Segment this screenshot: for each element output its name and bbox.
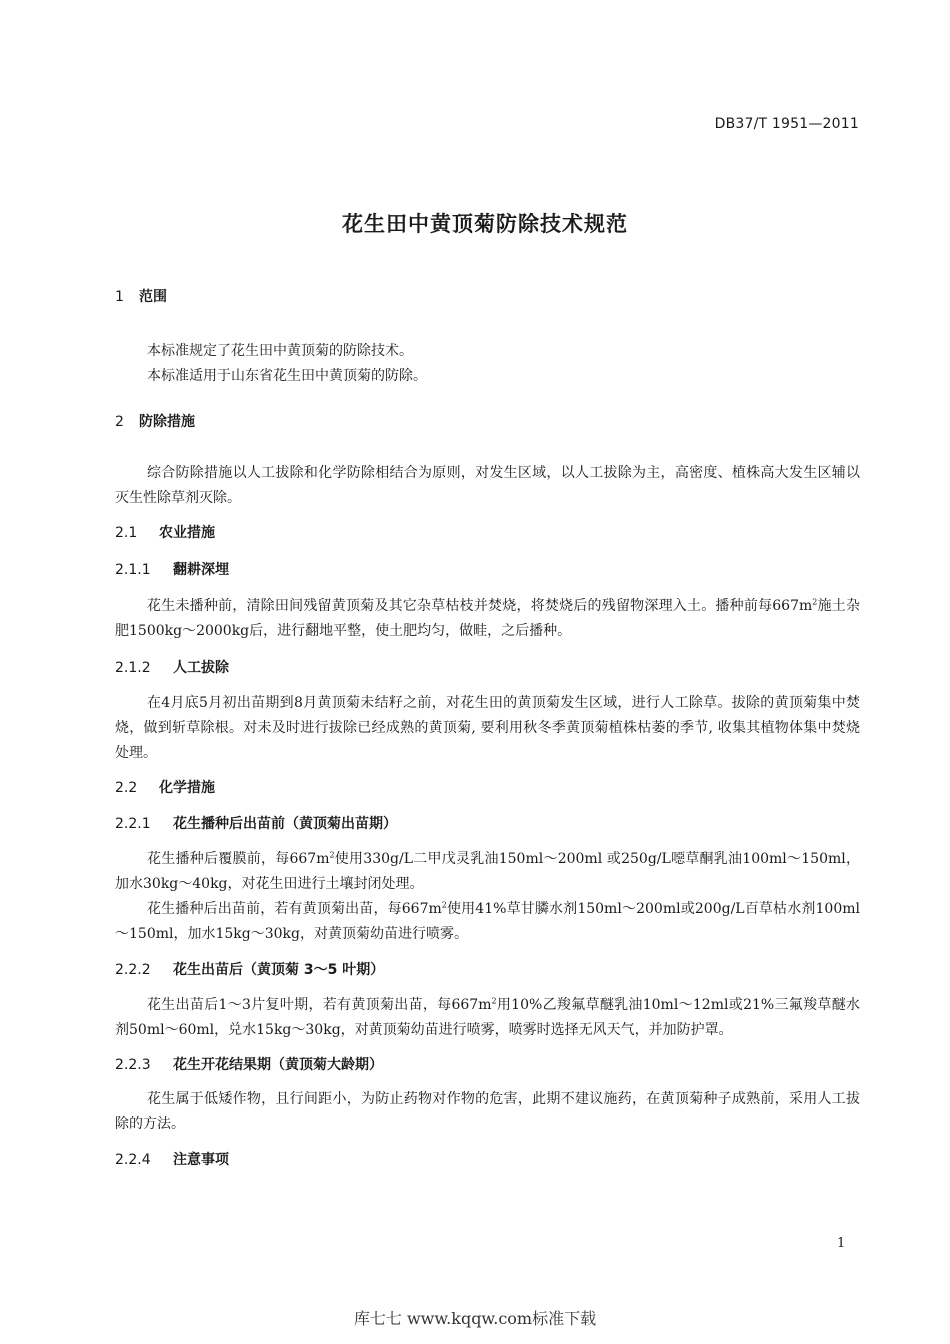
section-heading-1 [115, 286, 860, 308]
paragraph: 花生属于低矮作物，且行间距小，为防止药物对作物的危害，此期不建议施药，在黄顶菊种子成熟前，采用人工拔除的方法。 [115, 1091, 860, 1132]
section-title: 花生播种后出苗前（黄顶菊出苗期） [173, 816, 397, 832]
section-number: 1 [115, 289, 124, 305]
paragraph: 本标准适用于山东省花生田中黄顶菊的防除。 [147, 368, 427, 384]
paragraph: 综合防除措施以人工拔除和化学防除相结合为原则，对发生区域，以人工拔除为主，高密度、植株高大发生区辅以灭生性除草剂灭除。 [115, 465, 860, 506]
paragraph: 在4月底5月初出苗期到8月黄顶菊未结籽之前，对花生田的黄顶菊发生区域，进行人工除草。拔除的黄顶菊集中焚烧，做到斩草除根。对未及时进行拔除已经成熟的黄顶菊, 要利用秋冬季黄顶菊植株枯萎的季节, 收集其植物体集中焚烧处理。 [115, 695, 860, 761]
standard-code: DB37/T 1951—2011 [714, 116, 859, 132]
section-heading-2 [115, 411, 860, 433]
section-number: 2.1.2 [115, 660, 151, 676]
section-title: 人工拔除 [173, 660, 229, 676]
section-number: 2.2.4 [115, 1152, 151, 1168]
paragraph: 花生播种后出苗前，若有黄顶菊出苗，每$667m^2$使用41%草甘膦水剂150ml～200ml或200g/L百草枯水剂100ml～150ml，加水15kg～30kg，对黄顶菊幼苗进行喷雾。 [115, 900, 860, 942]
section-heading-2-2-1 [115, 813, 860, 835]
section-number: 2.2 [115, 780, 138, 796]
section-title: 翻耕深埋 [173, 562, 229, 578]
section-title: 花生开花结果期（黄顶菊大龄期） [173, 1057, 383, 1073]
section-title: 防除措施 [139, 414, 195, 430]
section-number: 2.2.3 [115, 1057, 151, 1073]
section-title: 注意事项 [173, 1152, 229, 1168]
section-heading-2-2-3 [115, 1054, 860, 1076]
section-number: 2.2.2 [115, 962, 151, 978]
section-heading-2-1-1 [115, 559, 860, 581]
section-number: 2.1.1 [115, 562, 151, 578]
section-title: 化学措施 [159, 780, 215, 796]
document-body [115, 286, 860, 1171]
section-number: 2 [115, 414, 124, 430]
section-heading-2-1 [115, 522, 860, 544]
section-title: 农业措施 [159, 525, 215, 541]
section-number: 2.2.1 [115, 816, 151, 832]
paragraph: 花生播种后覆膜前，每$667m^2$使用330g/L二甲戊灵乳油150ml～200ml 或250g/L噁草酮乳油100ml～150ml，加水30kg～40kg，对花生田进行土壤封闭处理。 [115, 850, 860, 892]
footer-watermark: 库七七 www.kqqw.com标准下载 [353, 1309, 597, 1328]
paragraph: 本标准规定了花生田中黄顶菊的防除技术。 [147, 343, 413, 359]
paragraph: 花生未播种前，清除田间残留黄顶菊及其它杂草枯枝并焚烧，将焚烧后的残留物深理入土。播种前每$667m^2$施土杂肥1500kg～2000kg后，进行翻地平整，使土肥均匀，做畦，之后播种。 [115, 597, 861, 639]
section-heading-2-1-2 [115, 657, 860, 679]
section-number: 2.1 [115, 525, 138, 541]
paragraph: 花生出苗后1～3片复叶期，若有黄顶菊出苗，每$667m^2$用10%乙羧氟草醚乳油10ml～12ml或21%三氟羧草醚水剂50ml～60ml，兑水15kg～30kg，对黄顶菊幼苗进行喷雾，喷雾时选择无风天气，并加防护罩。 [115, 996, 861, 1038]
section-heading-2-2 [115, 777, 860, 799]
page-number: 1 [837, 1236, 846, 1251]
section-heading-2-2-2 [115, 959, 860, 981]
section-heading-2-2-4 [115, 1149, 860, 1171]
document-title: 花生田中黄顶菊防除技术规范 [342, 212, 628, 236]
section-title: 范围 [139, 289, 167, 305]
section-title: 花生出苗后（黄顶菊 3～5 叶期） [173, 962, 385, 978]
